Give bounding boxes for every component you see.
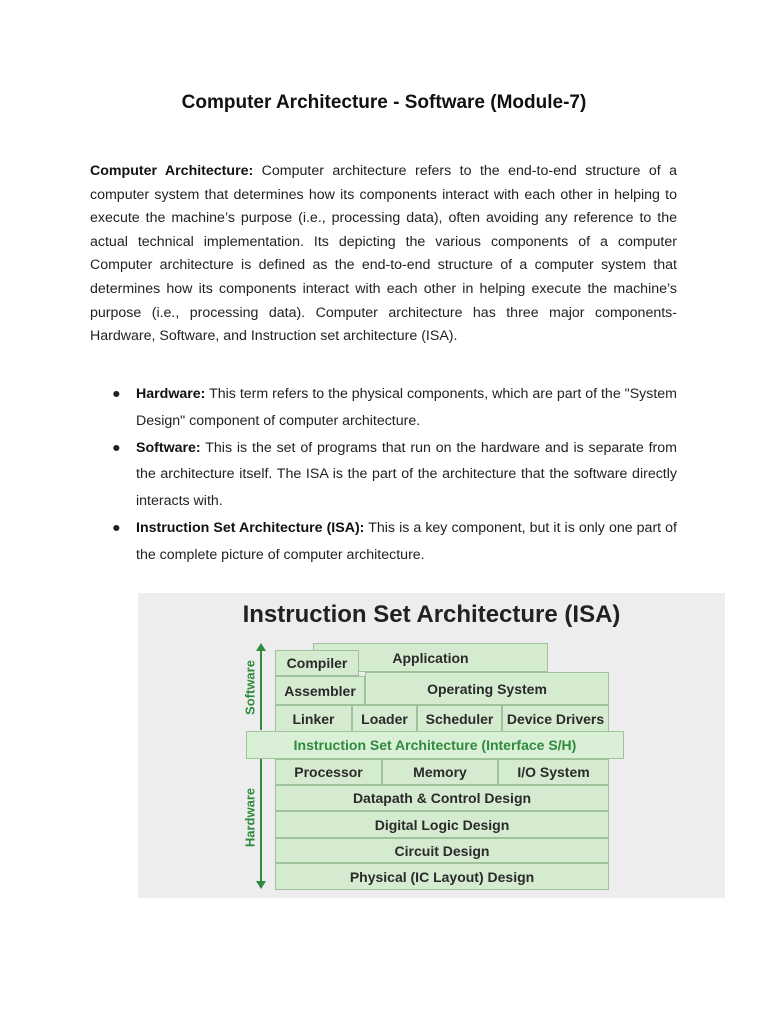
application-layer: Application bbox=[313, 643, 548, 672]
arrow-down-icon bbox=[256, 881, 266, 889]
bullet-label: Instruction Set Architecture (ISA): bbox=[136, 519, 365, 536]
operating-system-layer: Operating System bbox=[365, 672, 609, 705]
hardware-axis-line bbox=[260, 759, 262, 883]
isa-interface-layer: Instruction Set Architecture (Interface S/H) bbox=[246, 731, 624, 759]
list-item-isa bbox=[90, 515, 677, 569]
hardware-label: Hardware bbox=[243, 778, 258, 858]
bullet-icon: ● bbox=[112, 519, 121, 536]
loader-layer: Loader bbox=[352, 705, 417, 732]
io-system-layer: I/O System bbox=[498, 759, 609, 785]
circuit-layer: Circuit Design bbox=[275, 838, 609, 863]
linker-layer: Linker bbox=[275, 705, 352, 732]
bullet-text: This is the set of programs that run on the hardware and is separate from the architecture itself. The ISA is the part of the architecture that the software directly interacts with. bbox=[136, 439, 677, 510]
software-label: Software bbox=[242, 660, 258, 715]
intro-text: Computer architecture refers to the end-to-end structure of a computer system that determines how its components interact with each other in helping to execute the machine’s purpose (i.e., processing data), often avoiding any reference to the actual technical implementation. Its depicting the various components of a computer Computer architecture is defined as the end-to-end structure of a computer system that determines how its components interact with each other in helping execute the machine’s purpose (i.e., processing data). Computer architecture has three major components- Hardware, Software, and Instruction set architecture (ISA). bbox=[90, 163, 677, 345]
bullet-text: This is a key component, but it is only one part of the complete picture of computer architecture. bbox=[136, 519, 677, 563]
diagram-title: Instruction Set Architecture (ISA) bbox=[242, 601, 621, 628]
list-item-hardware bbox=[90, 381, 677, 435]
datapath-layer: Datapath & Control Design bbox=[275, 785, 609, 811]
software-axis-line bbox=[260, 650, 262, 730]
assembler-layer: Assembler bbox=[275, 676, 365, 705]
bullet-text: This term refers to the physical components, which are part of the "System Design" component of computer architecture. bbox=[136, 386, 677, 429]
physical-layer: Physical (IC Layout) Design bbox=[275, 863, 609, 890]
component-list bbox=[90, 381, 677, 569]
device-drivers-layer: Device Drivers bbox=[502, 705, 609, 732]
digital-logic-layer: Digital Logic Design bbox=[275, 811, 609, 838]
list-item-software bbox=[90, 435, 677, 515]
bullet-icon: ● bbox=[112, 439, 121, 456]
bullet-icon: ● bbox=[112, 386, 121, 402]
page-title: Computer Architecture - Software (Module-7) bbox=[181, 92, 587, 113]
intro-label: Computer Architecture: bbox=[90, 163, 254, 179]
memory-layer: Memory bbox=[382, 759, 498, 785]
compiler-layer: Compiler bbox=[275, 650, 359, 676]
intro-paragraph bbox=[90, 160, 677, 349]
bullet-label: Hardware: bbox=[136, 386, 206, 402]
bullet-label: Software: bbox=[136, 439, 201, 456]
scheduler-layer: Scheduler bbox=[417, 705, 502, 732]
processor-layer: Processor bbox=[275, 759, 382, 785]
isa-diagram bbox=[138, 593, 725, 898]
